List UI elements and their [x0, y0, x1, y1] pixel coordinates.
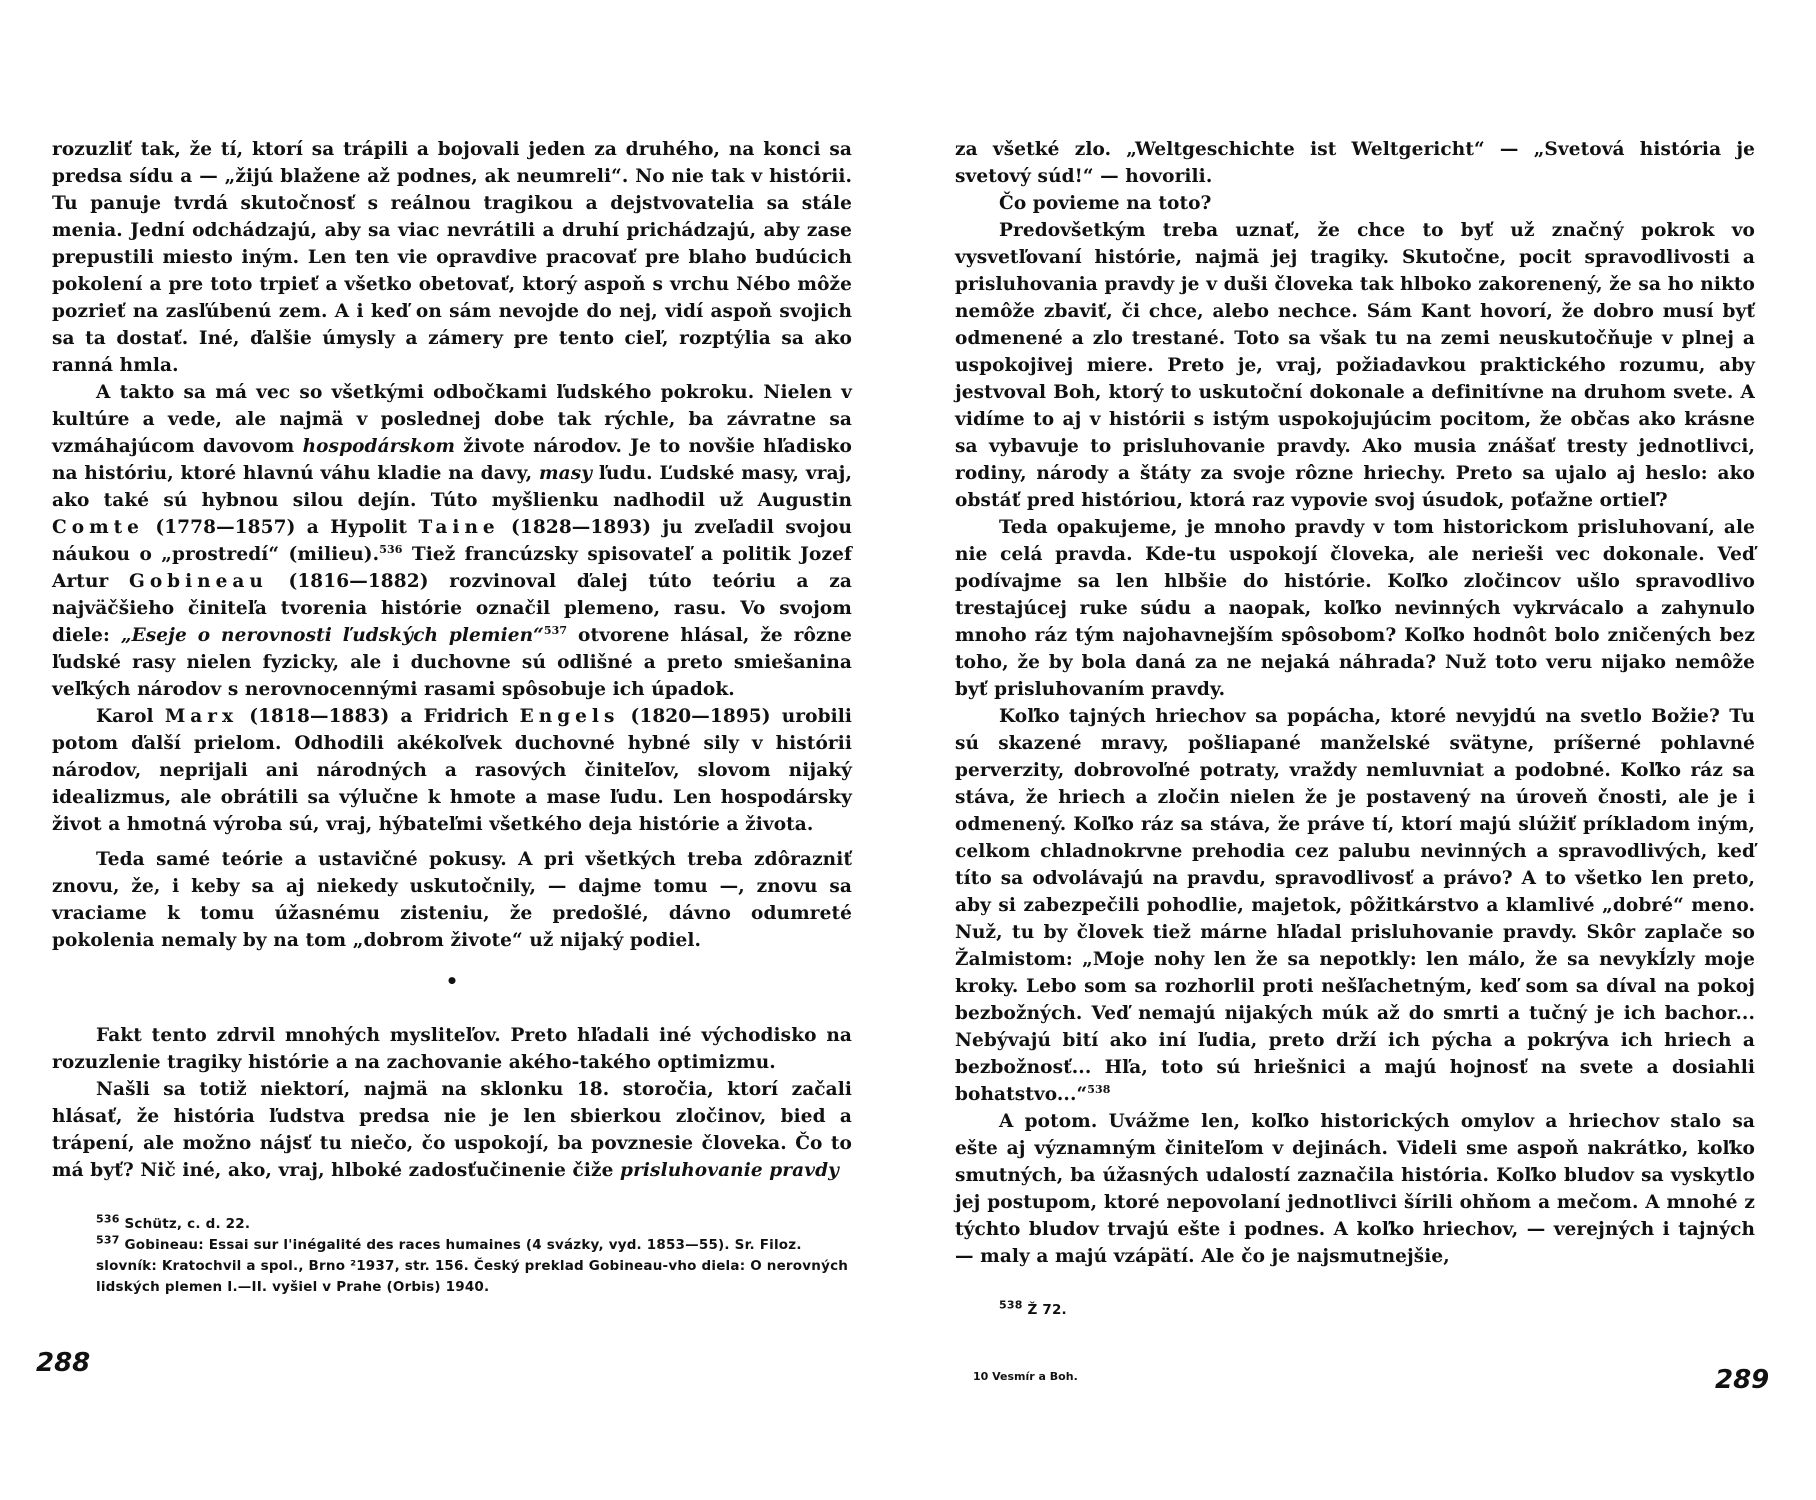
- footnote-ref: 538: [1087, 1082, 1111, 1096]
- paragraph: Čo povieme na toto?: [999, 193, 1212, 214]
- right-page: [955, 136, 1755, 1321]
- section-divider: •: [445, 969, 459, 993]
- spaced-name: Taine: [418, 517, 500, 538]
- emphasis: „Eseje o nerovnosti ľudských plemien“: [120, 625, 544, 646]
- spaced-name: Marx: [164, 706, 239, 727]
- paragraph: Fakt tento zdrvil mnohých mysliteľov. Preto hľadali iné východisko na rozuzlenie tragiky histórie a na zachovanie akého-takého optimizmu.: [52, 1025, 852, 1073]
- footnote-mark: 537: [96, 1233, 120, 1247]
- paragraph: A potom. Uvážme len, koľko historických omylov a hriechov stalo sa ešte aj významným činiteľom v dejinách. Videli sme aspoň nakrátko, koľko smutných, ba úžasných udalostí zaznačila história. Koľko bludov sa vyskytlo jej postupom, ktoré nepovolaní jednotlivci šírili ohňom a mečom. A mnohé z týchto bludov trvajú ešte i podnes. A koľko hriechov, — verejných i tajných — maly a majú vzápätí. Ale čo je najsmutnejšie,: [955, 1111, 1755, 1267]
- paragraph: Predovšetkým treba uznať, že chce to byť už značný pokrok vo vysvetľovaní histórie, najmä jej tragiky. Skutočne, pocit spravodlivosti a prisluhovania pravdy je v duši človeka tak hlboko zakorenený, že sa ho nikto nemôže zbaviť, či chce, alebo nechce. Sám Kant hovorí, že dobro musí byť odmenené a zlo trestané. Toto sa však tu na zemi neuskutočňuje v plnej a uspokojivej miere. Preto je, vraj, požiadavkou praktického rozumu, aby jestvoval Boh, ktorý to uskutoční dokonale a definitívne na druhom svete. A vidíme to aj v histórii s istým uspokojujúcim pocitom, že občas ako krásne sa vybavuje to prisluhovanie pravdy. Ako musia znášať tresty jednotlivci, rodiny, národy a štáty za svoje rôzne hriechy. Preto sa ujalo aj heslo: ako obstáť pred históriou, ktorá raz vypovie svoj úsudok, poťažne ortieľ?: [955, 220, 1755, 511]
- emphasis: hospodárskom: [302, 436, 456, 457]
- footnote-ref: 536: [379, 542, 403, 556]
- footnote: $^{537}$ Gobineau: Essai sur l'inégalité des races humaines (4 svázky, vyd. 1853—55). Sr. Filoz. slovník: Kratochvil a spol., Brno ²1937, str. 156. Český preklad Gobineau-vho diela: O nerovných lidských plemen I.—II. vyšiel v Prahe (Orbis) 1940.: [96, 1233, 849, 1295]
- paragraph: Karol Marx (1818—1883) a Fridrich Engels (1820—1895) urobili potom ďalší prielom. Odhodili akékoľvek duchovné hybné sily v histórii národov, neprijali ani národných a rasových činiteľov, slovom nijaký idealizmus, ale obrátili sa výlučne k hmote a mase ľudu. Len hospodársky život a hmotná výroba sú, vraj, hýbateľmi všetkého deja histórie a života.: [52, 706, 852, 835]
- emphasis: prisluhovanie pravdy: [620, 1160, 839, 1181]
- footnote-ref: 537: [543, 623, 568, 637]
- emphasis: masy: [538, 463, 593, 484]
- page-number: 289: [1715, 1365, 1770, 1395]
- footnote: $^{538}$ Ž 72.: [999, 1298, 1067, 1318]
- paragraph: Teda opakujeme, je mnoho pravdy v tom historickom prisluhovaní, ale nie celá pravda. Kde-tu uspokojí človeka, ale nerieši vec dokonale. Veď podívajme sa len hlbšie do histórie. Koľko zločincov ušlo spravodlivo trestajúcej ruke súdu a naopak, koľko nevinných vykrvácalo a zahynulo mnoho ráz tým najohavnejším spôsobom? Koľko hodnôt bolo zničených bez toho, že by bola daná za ne nejaká náhrada? Nuž toto veru nijako nemôže byť prisluhovaním pravdy.: [955, 517, 1755, 700]
- page-number: 288: [36, 1348, 91, 1378]
- left-page: [52, 136, 852, 1298]
- paragraph: Našli sa totiž niektorí, najmä na sklonku 18. storočia, ktorí začali hlásať, že história ľudstva predsa nie je len sbierkou zločinov, bied a trápení, ale možno nájsť tu niečo, čo uspokojí, ba povznesie človeka. Čo to má byť? Nič iné, ako, vraj, hlboké zadosťučinenie čiže prisluhovanie pravdy: [52, 1079, 852, 1181]
- footnote-mark: 538: [999, 1298, 1023, 1312]
- spaced-name: Comte: [52, 517, 144, 538]
- paragraph: A takto sa má vec so všetkými odbočkami ľudského pokroku. Nielen v kultúre a vede, ale najmä v poslednej dobe tak rýchle, ba závratne sa vzmáhajúcom davovom hospodárskom živote národov. Je to novšie hľadisko na históriu, ktoré hlavnú váhu kladie na davy, masy ľudu. Ľudské masy, vraj, ako také sú hybnou silou dejín. Túto myšlienku nadhodil už Augustin Comte (1778—1857) a Hypolit Taine (1828—1893) ju zveľadil svojou náukou o „prostredí“ (milieu).$^{536}$ Tiež francúzsky spisovateľ a politik Jozef Artur Gobineau (1816—1882) rozvinoval ďalej túto teóriu a za najväčšieho činiteľa tvorenia histórie označil plemeno, rasu. Vo svojom diele: „Eseje o nerovnosti ľudských plemien“$^{537}$ otvorene hlásal, že rôzne ľudské rasy nielen fyzicky, ale i duchovne sú odlišné a preto smiešanina veľkých národov s nerovnocennými rasami spôsobuje ich úpadok.: [52, 382, 853, 700]
- spaced-name: Engels: [519, 706, 620, 727]
- paragraph: za všetké zlo. „Weltgeschichte ist Weltgericht“ — „Svetová história je svetový súd!“ — hovorili.: [955, 139, 1755, 187]
- footnotes: [955, 1300, 1755, 1321]
- paragraph: Koľko tajných hriechov sa popácha, ktoré nevyjdú na svetlo Božie? Tu sú skazené mravy, pošliapané manželské svätyne, príšerné pohlavné perverzity, dobrovoľné potraty, vraždy nemluvniat a podobné. Koľko ráz sa stáva, že hriech a zločin nielen že je postavený na úroveň čnosti, ale je i odmenený. Koľko ráz sa stáva, že práve tí, ktorí majú slúžiť príkladom iným, celkom chladnokrvne prehodia cez palubu nevinných a spravodlivých, keď títo sa odvolávajú na pravdu, spravodlivosť a právo? A to všetko len preto, aby si zabezpečili pohodlie, majetok, pôžitkárstvo a klamlivé „dobré“ meno. Nuž, tu by človek tiež márne hľadal prisluhovanie pravdy. Skôr zaplače so Žalmistom: „Moje nohy len že sa nepotkly: len málo, že sa nevykĺzly moje kroky. Lebo som sa rozhorlil proti nešľachetným, keď som sa díval na pokoj bezbožných. Veď nemajú nijakých múk až do smrti a tučný je ich bachor... Nebývajú bití ako iní ľudia, preto drží ich pýcha a pokrýva ich hriech a bezbožnosť... Hľa, toto sú hriešnici a majú hojnosť na svete a dosiahli bohatstvo...“$^{538}$: [955, 706, 1755, 1105]
- footnote: $^{536}$ Schütz, c. d. 22.: [96, 1212, 251, 1232]
- footnotes: [52, 1214, 852, 1298]
- spaced-name: Gobineau: [129, 571, 268, 592]
- printer-signature: 10 Vesmír a Boh.: [973, 1370, 1078, 1383]
- paragraph: rozuzliť tak, že tí, ktorí sa trápili a bojovali jeden za druhého, na konci sa predsa sídu a — „žijú blažene až podnes, ak neumreli“. No nie tak v histórii. Tu panuje tvrdá skutočnosť s reálnou tragikou a dejstvovatelia sa stále menia. Jední odchádzajú, aby sa viac nevrátili a druhí prichádzajú, aby zase prepustili miesto iným. Len ten vie opravdive pracovať pre blaho budúcich pokolení a pre toto trpieť a všetko obetovať, ktorý aspoň s vrchu Nébo môže pozrieť na zasľúbenú zem. A i keď on sám nevojde do nej, vidí aspoň svojich sa ta dostať. Iné, ďalšie úmysly a zámery pre tento cieľ, rozptýlia sa ako ranná hmla.: [52, 139, 852, 376]
- footnote-mark: 536: [96, 1212, 120, 1226]
- paragraph: Teda samé teórie a ustavičné pokusy. A pri všetkých treba zdôrazniť znovu, že, i keby sa aj niekedy uskutočnily, — dajme tomu —, znovu sa vraciame k tomu úžasnému zisteniu, že predošlé, dávno odumreté pokolenia nemaly by na tom „dobrom živote“ už nijaký podiel.: [52, 849, 852, 951]
